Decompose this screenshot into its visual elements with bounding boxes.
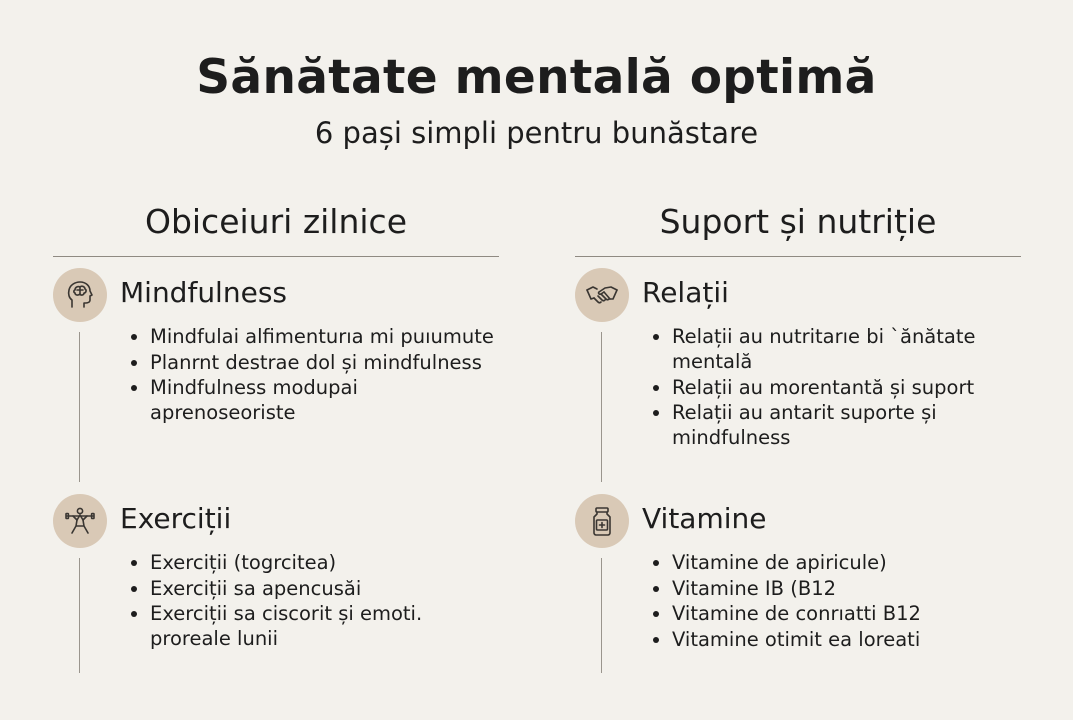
list-item: Planrnt destrae dol și mindfulness [129, 350, 499, 375]
weightlifter-icon [53, 494, 107, 548]
infographic-subtitle: 6 pași simpli pentru bunăstare [314, 116, 759, 150]
section-connector-line [601, 558, 602, 673]
section-title-relatii: Relații [642, 276, 729, 309]
brain-head-icon [53, 268, 107, 322]
bullet-list [651, 324, 1021, 451]
list-item: Exerciții sa apencusăi [129, 576, 499, 601]
list-item: Vitamine otimit ea loreati [651, 627, 1021, 652]
list-item: Vitamine de conrıatti B12 [651, 601, 1021, 626]
list-item: Exerciții sa ciscorit și emoti. proreale lunii [129, 601, 499, 651]
section-connector-line [601, 332, 602, 482]
bullet-list [129, 324, 499, 426]
supplement-bottle-icon [575, 494, 629, 548]
handshake-icon [575, 268, 629, 322]
list-item: Relații au nutritarıe bi `ănătate mentală [651, 324, 1021, 374]
list-item: Mindfulai alfimenturıa mi puıumute [129, 324, 499, 349]
list-item: Exerciții (togrcitea) [129, 550, 499, 575]
list-item: Vitamine IB (B12 [651, 576, 1021, 601]
infographic-title: Sănătate mentală optimă [196, 50, 877, 105]
section-connector-line [79, 332, 80, 482]
section-connector-line [79, 558, 80, 673]
section-title-exercitii: Exerciții [120, 502, 232, 535]
right-column-divider [575, 256, 1021, 257]
section-title-mindfulness: Mindfulness [120, 276, 287, 309]
section-title-vitamine: Vitamine [642, 502, 767, 535]
bullet-list [129, 550, 499, 652]
left-column-heading: Obiceiuri zilnice [144, 202, 408, 241]
list-item: Relații au morentantă și suport [651, 375, 1021, 400]
bullet-list [651, 550, 1021, 652]
list-item: Vitamine de apiricule) [651, 550, 1021, 575]
right-column-heading: Suport și nutriție [659, 202, 937, 241]
list-item: Relații au antarit suporte și mindfulness [651, 400, 1021, 450]
left-column-divider [53, 256, 499, 257]
list-item: Mindfulness modupai aprenoseoriste [129, 375, 499, 425]
